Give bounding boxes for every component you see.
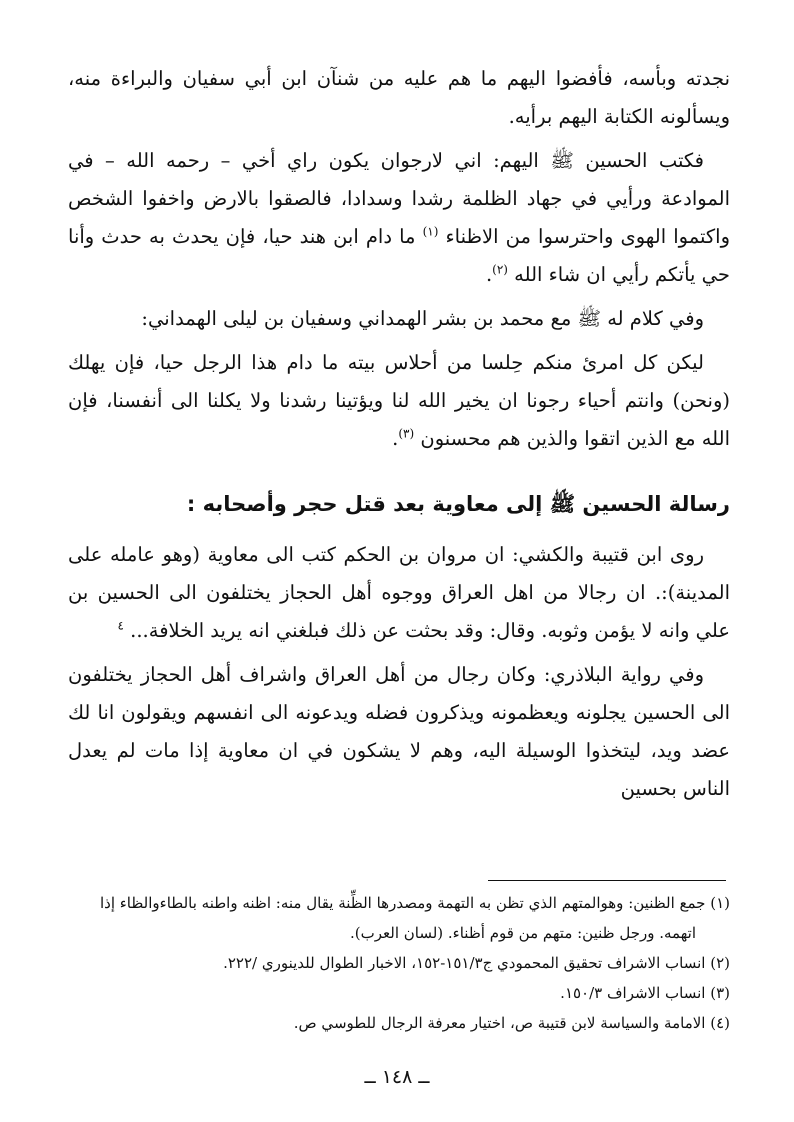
page-number: ــ ١٤٨ ــ bbox=[364, 1066, 430, 1088]
footnote-ref-3[interactable]: (٣) bbox=[398, 426, 415, 441]
paragraph-2-end: . bbox=[485, 263, 493, 286]
paragraph-6 bbox=[68, 656, 730, 808]
footnotes bbox=[68, 888, 730, 1038]
paragraph-5 bbox=[68, 536, 730, 650]
paragraph-1 bbox=[68, 60, 730, 136]
paragraph-3-text: وفي كلام له ﷺ مع محمد بن بشر الهمداني وسفيان بن ليلى الهمداني: bbox=[141, 307, 704, 330]
footnote-ref-4[interactable]: ٤ bbox=[117, 618, 124, 633]
footnote-ref-1[interactable]: (١) bbox=[422, 224, 439, 239]
paragraph-4-end: . bbox=[392, 427, 399, 450]
page-body bbox=[68, 60, 730, 814]
footnote-divider bbox=[488, 880, 726, 881]
paragraph-4 bbox=[68, 344, 730, 458]
footnote-1-cont: اتهمه. ورجل ظنين: متهم من قوم أظناء. (لسان العرب). bbox=[350, 924, 696, 942]
paragraph-2-text-cont: ما دام ابن هند حيا، فإن يحدث به حدث وأنا حي يأتكم رأيي ان شاء الله bbox=[68, 225, 730, 286]
footnote-2: (٢) انساب الاشراف تحقيق المحمودي ج١٥١/٣-١٥٢، الاخبار الطوال للدينوري /٢٢٢. bbox=[223, 954, 730, 972]
paragraph-5-text: روى ابن قتيبة والكشي: ان مروان بن الحكم كتب الى معاوية (وهو عامله على المدينة):. ان رجالا من اهل العراق ووجوه أهل الحجاز يختلفون الى الحسين بن علي وانه لا يؤمن وثوبه. وقال: وقد بحثت عن ذلك فبلغني انه يريد الخلافة... bbox=[68, 543, 730, 642]
paragraph-4-text: ليكن كل امرئ منكم حِلسا من أحلاس بيته ما دام هذا الرجل حيا، فإن يهلك (ونحن) وانتم أحياء رجونا ان يخير الله لنا ويؤتينا رشدنا ولا يكلنا الى أنفسنا، فإن الله مع الذين اتقوا والذين هم محسنون bbox=[68, 351, 730, 450]
footnote-ref-2[interactable]: (٢) bbox=[492, 262, 508, 277]
section-title: رسالة الحسين ﷺ إلى معاوية بعد قتل حجر وأصحابه : bbox=[186, 492, 730, 516]
paragraph-6-text: وفي رواية البلاذري: وكان رجال من أهل العراق واشراف أهل الحجاز يختلفون الى الحسين يجلونه ويعظمونه ويذكرون فضله ويدعونه الى انفسهم ويقولون انا لك عضد ويد، ليتخذوا الوسيلة اليه، وهم لا يشكون في ان معاوية إذا مات لم يعدل الناس بحسين bbox=[68, 663, 730, 800]
footnote-4: (٤) الامامة والسياسة لابن قتيبة ص، اختيار معرفة الرجال للطوسي ص. bbox=[293, 1014, 730, 1032]
paragraph-3 bbox=[68, 300, 730, 338]
paragraph-2-text: فكتب الحسين ﷺ اليهم: اني لارجوان يكون راي أخي – رحمه الله – في الموادعة ورأيي في جهاد الظلمة رشدا وسدادا، فالصقوا بالارض واخفوا الشخص واكتموا الهوى واحترسوا من الاظناء bbox=[68, 149, 731, 248]
footnote-1: (١) جمع الظنين: وهوالمتهم الذي تظن به التهمة ومصدرها الظِّنة يقال منه: اظنه واطنه بالطاءوالظاء إذا bbox=[99, 894, 730, 912]
paragraph-1-text: نجدته وبأسه، فأفضوا اليهم ما هم عليه من شنآن ابن أبي سفيان والبراءة منه، ويسألونه الكتابة اليهم برأيه. bbox=[68, 67, 730, 128]
paragraph-2 bbox=[68, 142, 730, 294]
footnote-3: (٣) انساب الاشراف ١٥٠/٣. bbox=[560, 984, 730, 1002]
